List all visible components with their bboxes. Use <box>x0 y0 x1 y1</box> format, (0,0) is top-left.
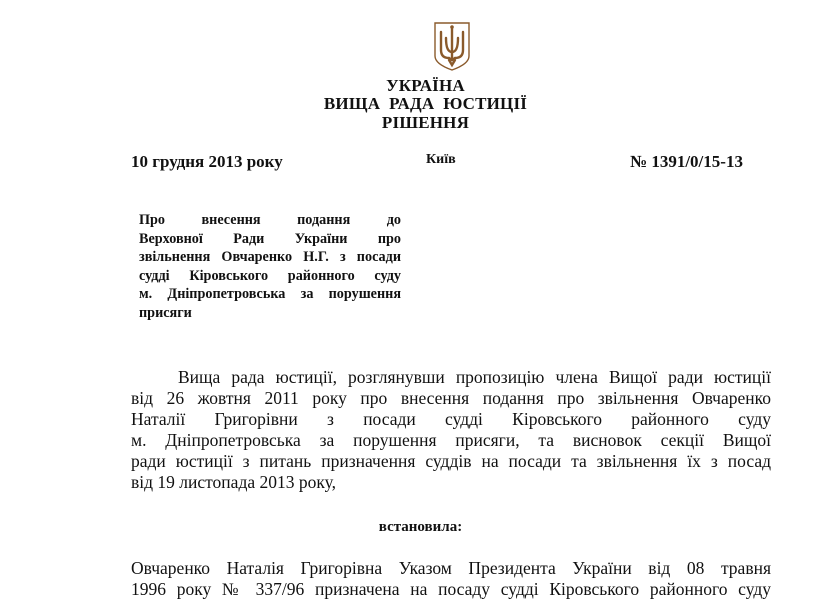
document-type-heading: РІШЕННЯ <box>381 113 470 132</box>
subject-line: Верховної Ради України про <box>139 230 401 247</box>
subject-line: Про внесення подання до <box>139 212 401 228</box>
preamble-paragraph <box>131 367 771 493</box>
paragraph-line: 1996 року № 337/96 призначена на посаду судді Кіровського районного суду <box>131 579 771 599</box>
paragraph-line: від 19 листопада 2013 року, <box>131 472 336 492</box>
subject-line: звільнення Овчаренко Н.Г. з посади <box>139 249 401 265</box>
paragraph-line: Наталії Григорівни з посади судді Кіровського районного суду <box>131 409 771 429</box>
decision-city: Київ <box>426 152 456 167</box>
decision-subject <box>139 211 401 322</box>
paragraph-line: м. Дніпропетровська за порушення присяги, та висновок секції Вищої <box>131 430 771 450</box>
paragraph-line: ради юстиції з питань призначення суддів на посади та звільнення їх з посад <box>131 451 771 471</box>
established-heading: встановила: <box>378 519 463 535</box>
findings-paragraph <box>131 558 771 600</box>
trident-coat-of-arms-icon <box>432 20 472 72</box>
decision-date: 10 грудня 2013 року <box>131 152 283 171</box>
subject-line: м. Дніпропетровська за порушення <box>139 286 401 302</box>
subject-line: судді Кіровського районного суду <box>139 267 401 284</box>
decision-number: № 1391/0/15-13 <box>630 152 743 171</box>
paragraph-line: Вища рада юстиції, розглянувши пропозицію члена Вищої ради юстиції <box>178 367 771 387</box>
subject-line: присяги <box>139 304 192 321</box>
institution-heading: ВИЩА РАДА ЮСТИЦІЇ <box>323 94 528 113</box>
country-heading: УКРАЇНА <box>386 76 465 95</box>
paragraph-line: від 26 жовтня 2011 року про внесення подання про звільнення Овчаренко <box>131 388 771 408</box>
paragraph-line: Овчаренко Наталія Григорівна Указом Президента України від 08 травня <box>131 558 771 578</box>
